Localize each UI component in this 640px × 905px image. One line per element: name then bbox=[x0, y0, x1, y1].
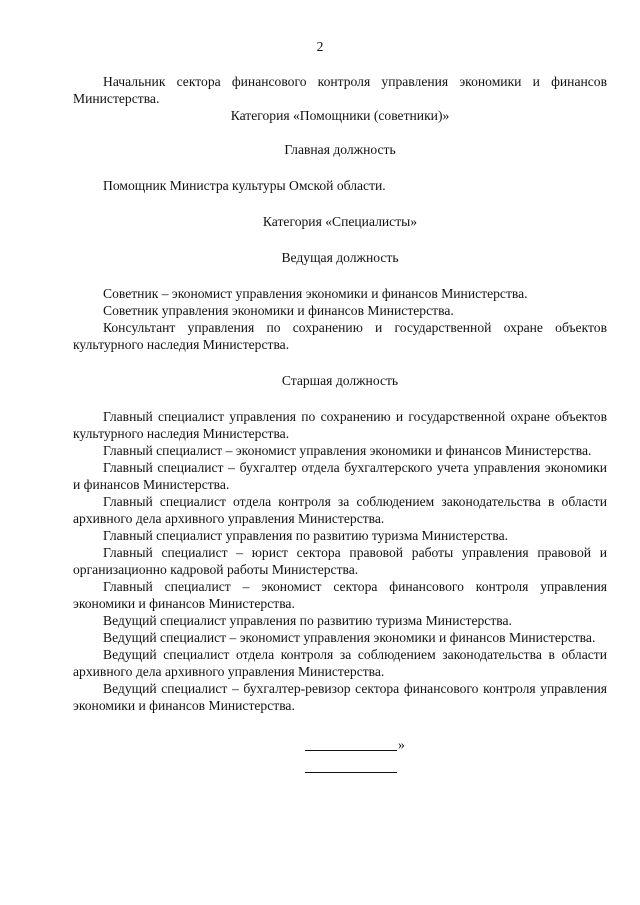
list-item: Главный специалист управления по развитию туризма Министерства. bbox=[103, 528, 509, 543]
list-item: Ведущий специалист управления по развитию туризма Министерства. bbox=[103, 613, 512, 628]
category-heading-specialists: Категория «Специалисты» bbox=[262, 214, 418, 229]
category-heading-assistants: Категория «Помощники (советники)» bbox=[230, 108, 450, 123]
list-item: Советник – экономист управления экономики и финансов Министерства. bbox=[103, 286, 528, 301]
level-heading-leading: Ведущая должность bbox=[281, 250, 399, 265]
document-body bbox=[73, 73, 607, 776]
list-item: Главный специалист – экономист управления экономики и финансов Министерства. bbox=[103, 443, 592, 458]
list-item: Главный специалист – юрист сектора правовой работы управления правовой и организационно кадровой работы Министерства. bbox=[73, 545, 607, 577]
list-item: Ведущий специалист – бухгалтер-ревизор сектора финансового контроля управления экономики и финансов Министерства. bbox=[73, 681, 607, 713]
closing-quote: » bbox=[398, 737, 405, 752]
senior-positions-list bbox=[73, 408, 607, 714]
leading-positions-list bbox=[73, 285, 607, 353]
list-item: Ведущий специалист – экономист управления экономики и финансов Министерства. bbox=[103, 630, 596, 645]
list-item: Консультант управления по сохранению и государственной охране объектов культурного наследия Министерства. bbox=[73, 320, 607, 352]
level-heading-main: Главная должность bbox=[284, 142, 396, 157]
list-item: Главный специалист отдела контроля за соблюдением законодательства в области архивного дела архивного управления Министерства. bbox=[73, 494, 607, 526]
level-heading-senior: Старшая должность bbox=[281, 373, 399, 388]
paragraph-assistant: Помощник Министра культуры Омской области. bbox=[103, 178, 386, 193]
list-item: Ведущий специалист отдела контроля за соблюдением законодательства в области архивного дела архивного управления Министерства. bbox=[73, 647, 607, 679]
list-item: Главный специалист – бухгалтер отдела бухгалтерского учета управления экономики и финансов Министерства. bbox=[73, 460, 607, 492]
list-item: Главный специалист – экономист сектора финансового контроля управления экономики и финансов Министерства. bbox=[73, 579, 607, 611]
signature-line bbox=[305, 772, 397, 773]
signature-line bbox=[305, 750, 397, 751]
paragraph-head-of-sector: Начальник сектора финансового контроля управления экономики и финансов Министерства. bbox=[73, 74, 607, 106]
list-item: Советник управления экономики и финансов Министерства. bbox=[103, 303, 454, 318]
signature-lines bbox=[73, 736, 607, 776]
page-number: 2 bbox=[316, 39, 324, 54]
list-item: Главный специалист управления по сохранению и государственной охране объектов культурного наследия Министерства. bbox=[73, 409, 607, 441]
